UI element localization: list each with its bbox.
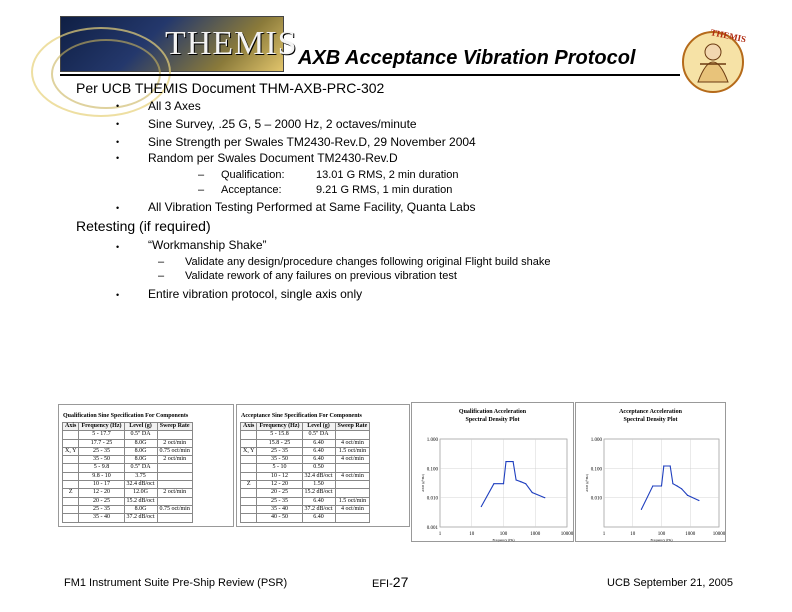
col-header: Sweep Rate xyxy=(335,423,370,431)
table-cell: 40 - 50 xyxy=(257,514,302,522)
table-cell: 37.2 dB/oct xyxy=(302,505,335,513)
acceptance-asd-plot-panel xyxy=(575,402,726,542)
table-cell xyxy=(63,456,79,464)
bullet-icon: • xyxy=(116,153,120,163)
x-tick-label: 10 xyxy=(630,532,636,537)
table-cell: 2 oct/min xyxy=(157,439,192,447)
table-cell xyxy=(241,489,257,497)
table-cell xyxy=(63,464,79,472)
asd-data-point xyxy=(652,485,653,486)
table-cell: 5 - 17.7 xyxy=(79,431,124,439)
table-cell xyxy=(335,431,370,439)
asd-data-point xyxy=(677,485,678,486)
table-cell xyxy=(157,481,192,489)
acceptance-sine-table xyxy=(240,422,370,523)
table-cell: 1.5 oct/min xyxy=(335,447,370,455)
table-cell: 25 - 35 xyxy=(79,505,124,513)
asd-data-point xyxy=(532,492,533,493)
table-cell xyxy=(241,497,257,505)
asd-data-point xyxy=(544,497,545,498)
x-tick-label: 1 xyxy=(602,532,606,537)
table-row xyxy=(241,456,370,464)
table-cell xyxy=(63,472,79,480)
table-cell: 0.50 xyxy=(302,464,335,472)
table-cell: 5 - 10 xyxy=(257,464,302,472)
random-qual-label: Qualification: xyxy=(221,169,285,181)
item-entire-protocol: Entire vibration protocol, single axis only xyxy=(148,287,363,301)
table-cell: 4 oct/min xyxy=(335,472,370,480)
y-tick-label: 0.010 xyxy=(426,496,438,502)
table-cell: 2 oct/min xyxy=(157,489,192,497)
table-cell: Z xyxy=(63,489,79,497)
bullet-icon: • xyxy=(116,203,120,213)
bullet-icon: • xyxy=(116,137,120,147)
asd-data-point xyxy=(525,483,526,484)
table-row xyxy=(241,481,370,489)
asd-data-point xyxy=(512,461,513,462)
asd-data-point xyxy=(661,485,662,486)
asd-data-point xyxy=(505,461,506,462)
item-facility: All Vibration Testing Performed at Same Facility, Quanta Labs xyxy=(148,200,476,214)
table-row xyxy=(241,497,370,505)
qualification-sine-table-panel xyxy=(58,404,234,527)
col-header: Frequency (Hz) xyxy=(257,423,302,431)
y-axis-label: ASD (g²/Hz) xyxy=(421,473,425,493)
table-cell: 0.75 oct/min xyxy=(157,505,192,513)
table-cell xyxy=(241,514,257,522)
table-cell: X, Y xyxy=(241,447,257,455)
table-row xyxy=(63,489,193,497)
table-row xyxy=(63,497,193,505)
table-cell: 4 oct/min xyxy=(335,439,370,447)
table-cell: 25 - 35 xyxy=(257,497,302,505)
x-axis-label: Frequency (Hz) xyxy=(650,538,673,542)
dash-icon: – xyxy=(158,270,165,282)
table-cell xyxy=(241,439,257,447)
table-cell: 20 - 25 xyxy=(257,489,302,497)
qualification-sine-table xyxy=(62,422,193,523)
table-row xyxy=(63,431,193,439)
y-tick-label: 1.000 xyxy=(426,438,438,443)
table-cell: 32.4 dB/oct xyxy=(302,472,335,480)
qual-table-title: Qualification Sine Specification For Components xyxy=(63,413,189,419)
qual-plot-title: Qualification Acceleration xyxy=(458,409,527,415)
table-cell: X, Y xyxy=(63,447,79,455)
asd-data-point xyxy=(687,495,688,496)
table-cell: 0.75 oct/min xyxy=(157,447,192,455)
table-row xyxy=(63,514,193,522)
table-cell: 0.5" DA xyxy=(302,431,335,439)
table-cell: 4 oct/min xyxy=(335,456,370,464)
table-cell: 5 - 15.8 xyxy=(257,431,302,439)
table-cell: 6.40 xyxy=(302,439,335,447)
table-cell: 4 oct/min xyxy=(335,505,370,513)
table-cell xyxy=(63,497,79,505)
dash-icon: – xyxy=(158,256,165,268)
x-tick-label: 10000 xyxy=(560,532,574,537)
heading-retesting: Retesting (if required) xyxy=(76,218,211,234)
asd-data-point xyxy=(516,479,517,480)
item-sine-strength: Sine Strength per Swales TM2430-Rev.D, 29 November 2004 xyxy=(148,135,476,149)
table-cell: 6.40 xyxy=(302,497,335,505)
table-cell: 25 - 35 xyxy=(79,447,124,455)
page-number: 27 xyxy=(392,574,409,590)
logo-text: THEMIS xyxy=(165,25,298,62)
table-cell: 1.50 xyxy=(302,481,335,489)
table-cell: 9.8 - 10 xyxy=(79,472,124,480)
dash-icon: – xyxy=(198,184,205,196)
asd-data-point xyxy=(481,506,482,507)
table-cell xyxy=(157,431,192,439)
table-row xyxy=(241,447,370,455)
themis-logo xyxy=(60,16,298,72)
table-cell xyxy=(63,431,79,439)
acceptance-sine-table-panel xyxy=(236,404,410,527)
col-header: Axis xyxy=(241,423,257,431)
table-cell: 5 - 9.8 xyxy=(79,464,124,472)
asd-data-point xyxy=(681,488,682,489)
table-cell xyxy=(241,456,257,464)
table-cell xyxy=(335,489,370,497)
col-header: Frequency (Hz) xyxy=(79,423,124,431)
asd-data-point xyxy=(672,483,673,484)
y-tick-label: 0.100 xyxy=(590,467,602,473)
random-acc-value: 9.21 G RMS, 1 min duration xyxy=(316,184,453,196)
bullet-icon: • xyxy=(116,119,120,129)
table-row xyxy=(241,431,370,439)
x-tick-label: 100 xyxy=(657,532,666,537)
table-cell: 20 - 25 xyxy=(79,497,124,505)
asd-data-point xyxy=(493,483,494,484)
bullet-icon: • xyxy=(116,101,120,111)
page-prefix: EFI- xyxy=(372,578,393,590)
table-cell xyxy=(157,472,192,480)
table-cell: 35 - 40 xyxy=(79,514,124,522)
table-cell xyxy=(63,481,79,489)
table-cell: 8.0G xyxy=(124,447,157,455)
col-header: Axis xyxy=(63,423,79,431)
y-tick-label: 0.010 xyxy=(590,496,602,502)
acceptance-asd-chart xyxy=(576,403,727,543)
col-header: Level (g) xyxy=(124,423,157,431)
table-cell xyxy=(241,431,257,439)
y-tick-label: 0.100 xyxy=(426,467,438,473)
footer-date: UCB September 21, 2005 xyxy=(607,577,733,589)
acc-plot-subtitle: Spectral Density Plot xyxy=(623,417,678,423)
random-acc-label: Acceptance: xyxy=(221,184,282,196)
item-random: Random per Swales Document TM2430-Rev.D xyxy=(148,151,398,165)
table-cell: 10 - 12 xyxy=(257,472,302,480)
acc-plot-title: Acceptance Acceleration xyxy=(619,409,682,415)
table-cell: 35 - 40 xyxy=(257,505,302,513)
table-cell xyxy=(157,497,192,505)
table-cell xyxy=(63,505,79,513)
table-row xyxy=(241,464,370,472)
table-cell: 3.75 xyxy=(124,472,157,480)
y-axis-label: ASD (g²/Hz) xyxy=(585,473,589,493)
qual-plot-subtitle: Spectral Density Plot xyxy=(465,417,520,423)
acc-table-title: Acceptance Sine Specification For Components xyxy=(241,413,362,419)
table-cell: Z xyxy=(241,481,257,489)
footer-review-name: FM1 Instrument Suite Pre-Ship Review (PSR) xyxy=(64,577,288,589)
x-tick-label: 10000 xyxy=(712,532,726,537)
mascot-text: THEMIS xyxy=(709,27,748,45)
x-axis-label: Frequency (Hz) xyxy=(492,538,515,542)
table-row xyxy=(63,472,193,480)
table-cell: 35 - 50 xyxy=(79,456,124,464)
table-cell: 12.0G xyxy=(124,489,157,497)
qualification-asd-chart xyxy=(412,403,575,543)
table-row xyxy=(63,456,193,464)
asd-data-point xyxy=(641,509,642,510)
table-cell: 2 oct/min xyxy=(157,456,192,464)
table-cell: 8.0G xyxy=(124,456,157,464)
x-tick-label: 1000 xyxy=(530,532,541,537)
table-cell: 15.8 - 25 xyxy=(257,439,302,447)
themis-mascot-logo xyxy=(680,22,750,98)
table-cell xyxy=(157,464,192,472)
title-divider xyxy=(60,74,680,76)
asd-data-point xyxy=(670,465,671,466)
item-sine-survey: Sine Survey, .25 G, 5 – 2000 Hz, 2 octaves/minute xyxy=(148,117,417,131)
asd-data-point xyxy=(503,483,504,484)
workmanship-sub-design: Validate any design/procedure changes following original Flight build shake xyxy=(185,256,551,268)
table-cell: 0.5" DA xyxy=(124,464,157,472)
table-cell xyxy=(63,439,79,447)
table-row xyxy=(241,505,370,513)
item-workmanship: “Workmanship Shake” xyxy=(148,238,267,252)
asd-data-point xyxy=(698,500,699,501)
qualification-asd-plot-panel xyxy=(411,402,574,542)
table-cell xyxy=(335,481,370,489)
footer-page-number xyxy=(372,574,408,590)
table-cell xyxy=(241,464,257,472)
dash-icon: – xyxy=(198,169,205,181)
table-row xyxy=(63,481,193,489)
table-cell: 15.2 dB/oct xyxy=(124,497,157,505)
heading-doc-reference: Per UCB THEMIS Document THM-AXB-PRC-302 xyxy=(76,80,385,96)
table-cell: 0.5" DA xyxy=(124,431,157,439)
table-cell: 12 - 20 xyxy=(79,489,124,497)
table-row xyxy=(241,514,370,522)
table-row xyxy=(63,464,193,472)
table-cell xyxy=(241,472,257,480)
asd-data-point xyxy=(663,465,664,466)
table-cell: 6.40 xyxy=(302,456,335,464)
table-cell xyxy=(157,514,192,522)
table-row xyxy=(241,439,370,447)
table-cell: 8.0G xyxy=(124,505,157,513)
table-cell: 17.7 - 25 xyxy=(79,439,124,447)
item-all-axes: All 3 Axes xyxy=(148,99,201,113)
bullet-icon: • xyxy=(116,242,120,252)
table-cell: 6.40 xyxy=(302,447,335,455)
col-header: Level (g) xyxy=(302,423,335,431)
table-row xyxy=(241,489,370,497)
x-tick-label: 1000 xyxy=(685,532,696,537)
random-qual-value: 13.01 G RMS, 2 min duration xyxy=(316,169,459,181)
col-header: Sweep Rate xyxy=(157,423,192,431)
table-cell: 12 - 20 xyxy=(257,481,302,489)
table-cell: 10 - 17 xyxy=(79,481,124,489)
x-tick-label: 10 xyxy=(469,532,475,537)
table-cell xyxy=(335,464,370,472)
table-row xyxy=(63,447,193,455)
table-cell: 6.40 xyxy=(302,514,335,522)
y-tick-label: 1.000 xyxy=(590,438,602,443)
table-row xyxy=(63,439,193,447)
table-cell: 32.4 dB/oct xyxy=(124,481,157,489)
table-cell xyxy=(241,505,257,513)
table-cell: 1.5 oct/min xyxy=(335,497,370,505)
workmanship-sub-rework: Validate rework of any failures on previous vibration test xyxy=(185,270,457,282)
bullet-icon: • xyxy=(116,290,120,300)
asd-data-point xyxy=(520,481,521,482)
y-tick-label: 0.001 xyxy=(426,526,438,531)
table-cell: 37.2 dB/oct xyxy=(124,514,157,522)
page-title: AXB Acceptance Vibration Protocol xyxy=(298,47,636,69)
table-cell: 15.2 dB/oct xyxy=(302,489,335,497)
x-tick-label: 1 xyxy=(438,532,442,537)
table-cell: 35 - 50 xyxy=(257,456,302,464)
table-cell: 8.0G xyxy=(124,439,157,447)
table-cell: 25 - 35 xyxy=(257,447,302,455)
x-tick-label: 100 xyxy=(499,532,508,537)
table-row xyxy=(63,505,193,513)
table-row xyxy=(241,472,370,480)
table-cell xyxy=(335,514,370,522)
table-cell xyxy=(63,514,79,522)
